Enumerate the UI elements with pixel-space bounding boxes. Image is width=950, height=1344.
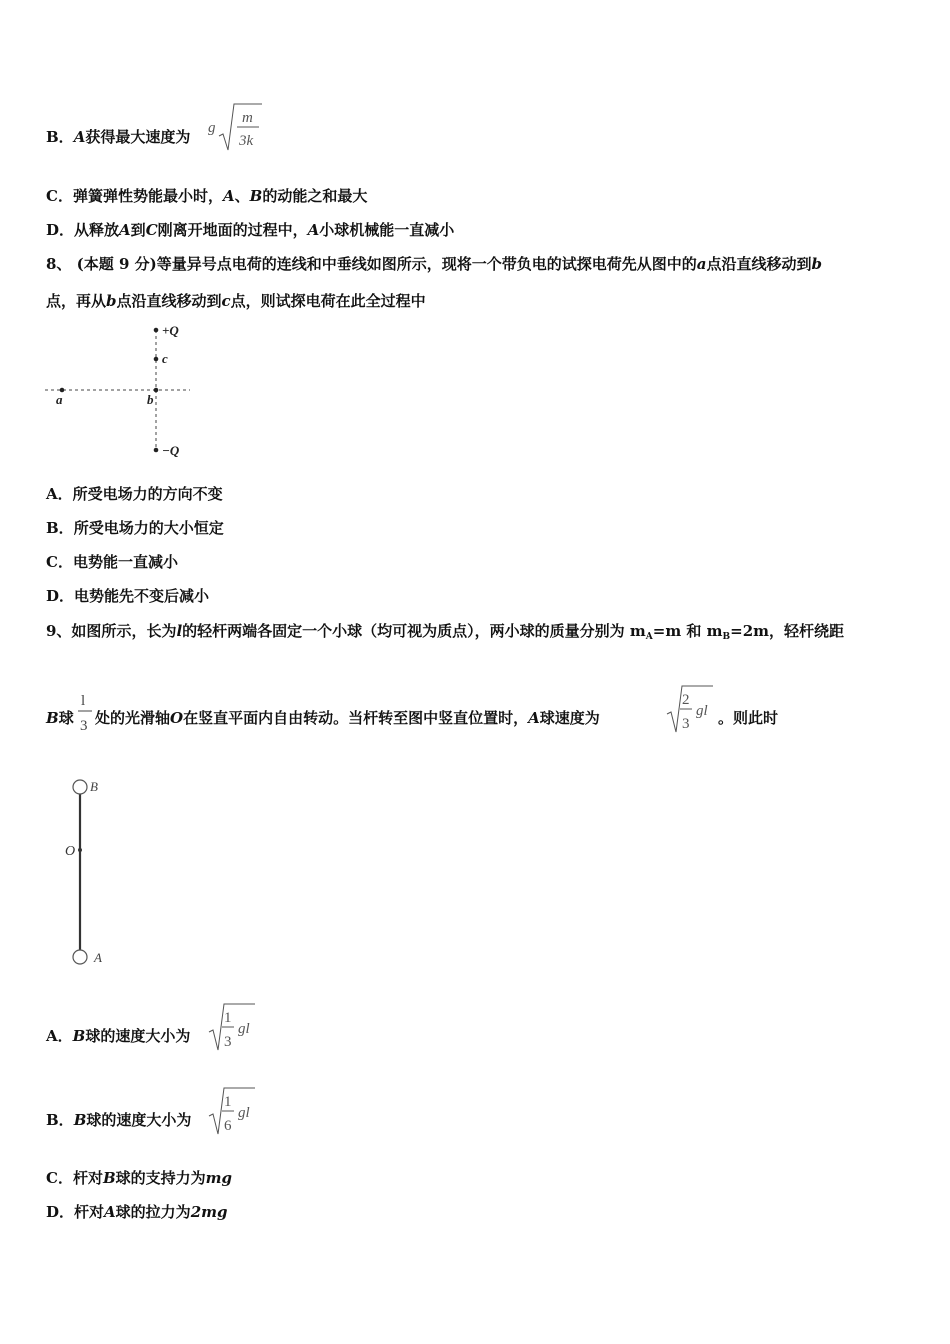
svg-text:l: l [81,693,86,709]
q9-option-c: C．杆对B球的支持力为mg [46,1169,233,1187]
q7-option-d: D．从释放A到C刚离开地面的过程中，A小球机械能一直减小 [46,221,455,239]
label-b: B [90,779,98,794]
label-minus-q: −Q [162,443,180,458]
label-c: c [162,351,168,366]
label-o: O [65,844,76,859]
q9-option-b: B．B球的速度大小为 [46,1111,192,1129]
label-plus-q: +Q [162,323,179,338]
label-b: b [147,392,154,407]
q9-stem-line2-part3: 。则此时 [718,709,779,727]
q8-charge-diagram [40,318,200,468]
svg-text:gl: gl [696,703,708,719]
point-b [154,388,159,393]
q8-option-b: B．所受电场力的大小恒定 [46,519,224,537]
q8-option-d: D．电势能先不变后减小 [46,587,210,605]
axis-o [78,848,82,852]
point-c [154,357,159,362]
q9-option-a: A．B球的速度大小为 [46,1027,191,1045]
formula-numerator: m [242,110,253,126]
q8-stem-line2: 点，再从b点沿直线移动到c点，则试探电荷在此全过程中 [46,292,426,310]
svg-text:1: 1 [224,1010,232,1026]
label-a: a [56,392,63,407]
q8-option-c: C．电势能一直减小 [46,553,178,571]
q9-option-b-formula [207,1084,259,1140]
svg-text:2: 2 [682,692,690,708]
q9-speed-formula [665,682,717,738]
q9-fraction-l-over-3 [76,688,94,738]
q7-option-b: B．A获得最大速度为 [46,128,191,146]
svg-text:3: 3 [224,1034,232,1050]
q9-stem-line2-part2: 处的光滑轴O在竖直平面内自由转动。当杆转至图中竖直位置时，A球速度为 [95,709,600,727]
q7-option-b-formula [206,100,266,156]
svg-text:gl: gl [238,1021,250,1037]
q9-stem-line1: 9、如图所示，长为l的轻杆两端各固定一个小球（均可视为质点），两小球的质量分别为 $m_A=m$ 和 $m_B=2m$，轻杆绕距 [46,622,845,642]
ball-a [73,950,87,964]
svg-text:6: 6 [224,1118,232,1134]
q9-option-a-formula [207,1000,259,1056]
formula-g: g [208,120,216,136]
q8-option-a: A．所受电场力的方向不变 [46,485,223,503]
svg-text:3: 3 [80,718,88,734]
ball-b [73,780,87,794]
label-a: A [94,950,102,965]
formula-denominator: 3k [239,133,254,149]
q8-stem-line1: 8、 (本题 9 分)等量异号点电荷的连线和中垂线如图所示，现将一个带负电的试探电荷先从图中的a点沿直线移动到b [46,255,822,273]
minus-charge-point [154,448,159,453]
plus-charge-point [154,328,159,333]
svg-text:3: 3 [682,716,690,732]
svg-text:gl: gl [238,1105,250,1121]
q7-option-c: C．弹簧弹性势能最小时，A、B的动能之和最大 [46,187,368,205]
q9-option-d: D．杆对A球的拉力为2mg [46,1203,228,1221]
q9-stem-line2-part1: B球 [46,709,74,727]
q9-rod-diagram [60,772,120,972]
svg-text:1: 1 [224,1094,232,1110]
